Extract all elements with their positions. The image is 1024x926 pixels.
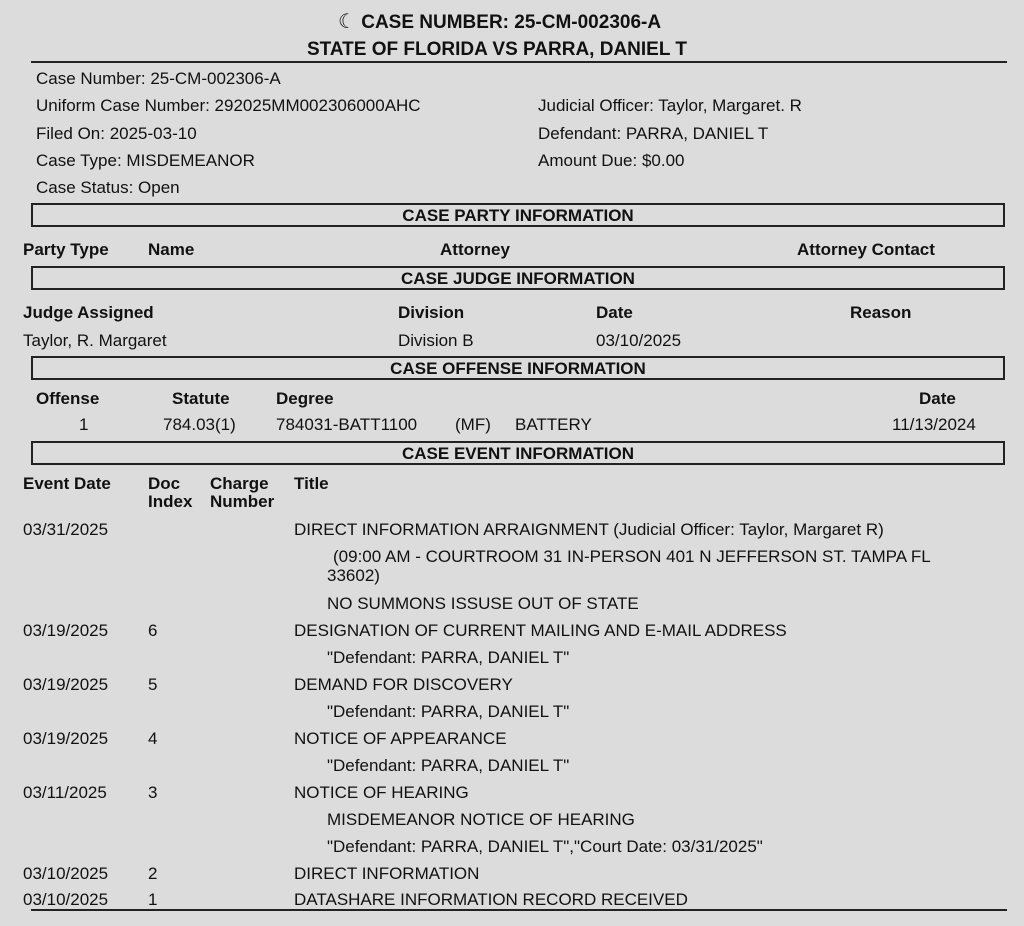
event-section-title: CASE EVENT INFORMATION <box>31 441 1005 465</box>
event-row-1-detail-2: 33602) <box>327 566 380 585</box>
case-number-title <box>338 9 661 34</box>
judge-date-value: 03/10/2025 <box>596 331 682 350</box>
summary-case-status: Case Status: Open <box>36 178 180 197</box>
party-section-title: CASE PARTY INFORMATION <box>31 203 1005 227</box>
offense-number: 1 <box>79 415 89 434</box>
offense-degree-class: (MF) <box>455 415 491 434</box>
header-divider <box>31 61 1007 63</box>
party-header-name: Name <box>148 240 195 259</box>
event-row-5-detail-2: "Defendant: PARRA, DANIEL T","Court Date: 03/31/2025" <box>327 837 763 856</box>
offense-date: 11/13/2024 <box>892 415 976 434</box>
event-row-6-date: 03/10/2025 <box>23 864 109 883</box>
judge-section-title: CASE JUDGE INFORMATION <box>31 266 1005 290</box>
event-row-5-title: NOTICE OF HEARING <box>294 783 469 802</box>
event-row-6-title: DIRECT INFORMATION <box>294 864 480 883</box>
judge-division-value: Division B <box>398 331 474 350</box>
event-row-1-date: 03/31/2025 <box>23 520 109 539</box>
event-row-7-date: 03/10/2025 <box>23 890 109 909</box>
summary-judicial-officer: Judicial Officer: Taylor, Margaret. R <box>538 96 802 115</box>
footer-divider <box>31 909 1007 911</box>
judge-header-assigned: Judge Assigned <box>23 303 154 322</box>
event-row-6-doc: 2 <box>148 864 158 883</box>
summary-case-number: Case Number: 25-CM-002306-A <box>36 69 281 88</box>
event-header-charge-number-line2: Number <box>210 492 275 511</box>
event-row-1-title: DIRECT INFORMATION ARRAIGNMENT (Judicial Officer: Taylor, Margaret R) <box>294 520 884 539</box>
event-row-2-date: 03/19/2025 <box>23 621 109 640</box>
offense-header-degree: Degree <box>276 389 334 408</box>
event-row-2-detail-1: "Defendant: PARRA, DANIEL T" <box>327 648 570 667</box>
summary-case-type: Case Type: MISDEMEANOR <box>36 151 255 170</box>
offense-header-date: Date <box>919 389 956 408</box>
event-row-5-date: 03/11/2025 <box>23 783 107 802</box>
summary-uniform-case-number: Uniform Case Number: 292025MM002306000AHC <box>36 96 421 115</box>
event-row-7-title: DATASHARE INFORMATION RECORD RECEIVED <box>294 890 688 909</box>
case-number-title-text: CASE NUMBER: 25-CM-002306-A <box>361 12 662 33</box>
judge-assigned-value: Taylor, R. Margaret <box>23 331 167 350</box>
event-row-4-doc: 4 <box>148 729 158 748</box>
offense-section-title: CASE OFFENSE INFORMATION <box>31 356 1005 380</box>
event-row-3-title: DEMAND FOR DISCOVERY <box>294 675 513 694</box>
event-header-doc-index-line2: Index <box>148 492 193 511</box>
judge-header-division: Division <box>398 303 465 322</box>
judge-header-reason: Reason <box>850 303 912 322</box>
event-row-3-date: 03/19/2025 <box>23 675 109 694</box>
offense-description: BATTERY <box>515 415 592 434</box>
event-row-3-doc: 5 <box>148 675 158 694</box>
event-header-date: Event Date <box>23 474 111 493</box>
offense-header-offense: Offense <box>36 389 100 408</box>
party-header-type: Party Type <box>23 240 109 259</box>
event-header-charge-number-line1: Charge <box>210 474 269 493</box>
offense-statute: 784.03(1) <box>163 415 236 434</box>
offense-header-statute: Statute <box>172 389 230 408</box>
party-header-attorney: Attorney <box>440 240 510 259</box>
event-row-1-detail-3: NO SUMMONS ISSUSE OUT OF STATE <box>327 594 639 613</box>
event-header-doc-index-line1: Doc <box>148 474 181 493</box>
event-row-4-detail-1: "Defendant: PARRA, DANIEL T" <box>327 756 570 775</box>
offense-degree-code: 784031-BATT1100 <box>276 415 418 434</box>
event-row-4-date: 03/19/2025 <box>23 729 109 748</box>
crescent-moon-icon: ☾ <box>338 11 356 33</box>
summary-amount-due: Amount Due: $0.00 <box>538 151 685 170</box>
summary-defendant: Defendant: PARRA, DANIEL T <box>538 124 769 143</box>
event-row-2-doc: 6 <box>148 621 158 640</box>
event-row-4-title: NOTICE OF APPEARANCE <box>294 729 507 748</box>
case-caption: STATE OF FLORIDA VS PARRA, DANIEL T <box>307 39 687 60</box>
event-row-5-doc: 3 <box>148 783 158 802</box>
event-row-3-detail-1: "Defendant: PARRA, DANIEL T" <box>327 702 570 721</box>
party-header-attorney-contact: Attorney Contact <box>797 240 935 259</box>
event-header-title: Title <box>294 474 329 493</box>
event-row-7-doc: 1 <box>148 890 158 909</box>
event-row-1-detail-1: (09:00 AM - COURTROOM 31 IN-PERSON 401 N JEFFERSON ST. TAMPA FL <box>333 547 931 566</box>
judge-header-date: Date <box>596 303 633 322</box>
event-row-2-title: DESIGNATION OF CURRENT MAILING AND E-MAIL ADDRESS <box>294 621 787 640</box>
event-row-5-detail-1: MISDEMEANOR NOTICE OF HEARING <box>327 810 635 829</box>
summary-filed-on: Filed On: 2025-03-10 <box>36 124 197 143</box>
